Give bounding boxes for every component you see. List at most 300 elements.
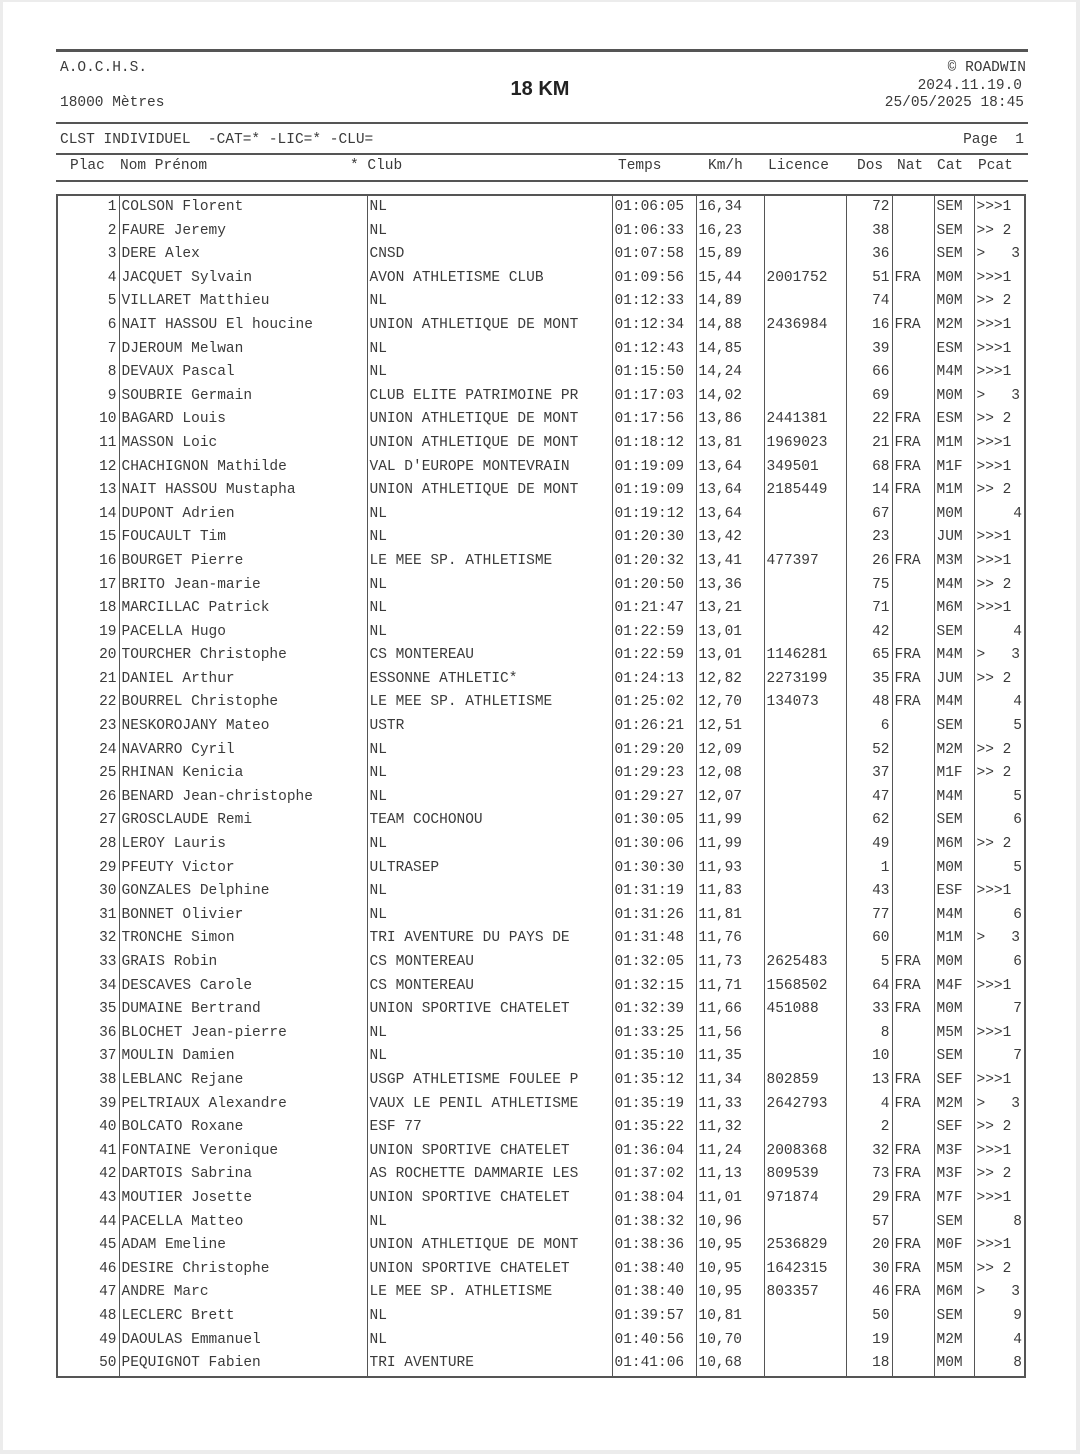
table-cell: 01:29:27 bbox=[612, 786, 696, 810]
table-cell: ESM bbox=[934, 408, 974, 432]
table-cell: DUPONT Adrien bbox=[119, 503, 367, 527]
table-cell: 15 bbox=[99, 529, 117, 546]
table-cell bbox=[892, 1045, 934, 1069]
table-cell: 8 bbox=[974, 1211, 1025, 1235]
table-cell: >> 2 bbox=[974, 1163, 1025, 1187]
table-cell bbox=[764, 1045, 846, 1069]
table-cell: 01:40:56 bbox=[612, 1329, 696, 1353]
table-cell bbox=[764, 904, 846, 928]
table-cell: FRA bbox=[892, 1163, 934, 1187]
table-cell: DESIRE Christophe bbox=[119, 1258, 367, 1282]
table-cell: 22 bbox=[99, 694, 117, 711]
table-cell: SEM bbox=[934, 809, 974, 833]
table-cell: 64 bbox=[846, 975, 892, 999]
table-cell: FRA bbox=[892, 408, 934, 432]
table-cell bbox=[764, 621, 846, 645]
table-cell: 01:33:25 bbox=[612, 1022, 696, 1046]
table-cell bbox=[764, 1305, 846, 1329]
table-cell: 01:25:02 bbox=[612, 691, 696, 715]
table-row bbox=[57, 1045, 1025, 1069]
table-cell bbox=[892, 1352, 934, 1377]
table-cell: 5 bbox=[107, 293, 117, 310]
table-cell: NL bbox=[367, 338, 612, 362]
table-cell: BOLCATO Roxane bbox=[119, 1116, 367, 1140]
table-row bbox=[57, 691, 1025, 715]
table-cell: GONZALES Delphine bbox=[119, 880, 367, 904]
table-cell: 46 bbox=[99, 1260, 117, 1277]
table-cell: >>>1 bbox=[974, 1187, 1025, 1211]
table-cell: NL bbox=[367, 739, 612, 763]
table-cell bbox=[892, 762, 934, 786]
table-cell: M1M bbox=[934, 432, 974, 456]
table-cell: 20 bbox=[846, 1234, 892, 1258]
columns-bottom-rule bbox=[56, 180, 1028, 182]
table-cell: 25 bbox=[99, 765, 117, 782]
table-row bbox=[57, 408, 1025, 432]
table-cell: FRA bbox=[892, 1258, 934, 1282]
table-cell: DEVAUX Pascal bbox=[119, 361, 367, 385]
table-row bbox=[57, 927, 1025, 951]
table-cell bbox=[764, 385, 846, 409]
table-cell: 47 bbox=[846, 786, 892, 810]
table-cell: 18 bbox=[846, 1352, 892, 1377]
table-cell: >> 2 bbox=[974, 739, 1025, 763]
table-cell: 4 bbox=[974, 621, 1025, 645]
table-row bbox=[57, 574, 1025, 598]
table-cell: 68 bbox=[846, 456, 892, 480]
table-cell: NESKOROJANY Mateo bbox=[119, 715, 367, 739]
table-cell: 349501 bbox=[764, 456, 846, 480]
table-cell: NL bbox=[367, 1045, 612, 1069]
table-cell: M0M bbox=[934, 1352, 974, 1377]
table-cell: NL bbox=[367, 904, 612, 928]
table-cell: 10,95 bbox=[696, 1234, 764, 1258]
table-cell: 803357 bbox=[764, 1281, 846, 1305]
table-cell: M0F bbox=[934, 1234, 974, 1258]
table-cell: 01:12:43 bbox=[612, 338, 696, 362]
table-cell bbox=[764, 762, 846, 786]
table-cell: 01:29:20 bbox=[612, 739, 696, 763]
col-dos: Dos bbox=[857, 158, 884, 174]
table-cell bbox=[764, 809, 846, 833]
table-cell: 10,95 bbox=[696, 1258, 764, 1282]
table-cell: UNION ATHLETIQUE DE MONT bbox=[367, 432, 612, 456]
table-cell: UNION SPORTIVE CHATELET bbox=[367, 1140, 612, 1164]
table-cell: FRA bbox=[892, 1140, 934, 1164]
table-cell: >>>1 bbox=[974, 1140, 1025, 1164]
table-row bbox=[57, 951, 1025, 975]
table-cell: UNION SPORTIVE CHATELET bbox=[367, 1258, 612, 1282]
col-temps: Temps bbox=[618, 158, 662, 174]
table-cell bbox=[892, 526, 934, 550]
table-cell bbox=[892, 833, 934, 857]
table-cell: 01:21:47 bbox=[612, 597, 696, 621]
table-cell bbox=[764, 220, 846, 244]
table-cell: 01:20:50 bbox=[612, 574, 696, 598]
table-cell: 01:06:33 bbox=[612, 220, 696, 244]
table-cell: JACQUET Sylvain bbox=[119, 267, 367, 291]
table-cell: CHACHIGNON Mathilde bbox=[119, 456, 367, 480]
table-row bbox=[57, 456, 1025, 480]
table-cell: 01:17:56 bbox=[612, 408, 696, 432]
table-cell: 01:26:21 bbox=[612, 715, 696, 739]
table-cell: NL bbox=[367, 526, 612, 550]
table-cell: FRA bbox=[892, 479, 934, 503]
table-cell: >>>1 bbox=[974, 361, 1025, 385]
table-cell: 32 bbox=[99, 930, 117, 947]
table-cell: 21 bbox=[99, 670, 117, 687]
table-cell: > 3 bbox=[974, 243, 1025, 267]
table-cell bbox=[764, 597, 846, 621]
table-cell bbox=[764, 361, 846, 385]
table-cell bbox=[892, 809, 934, 833]
table-cell: 01:32:05 bbox=[612, 951, 696, 975]
table-cell: 01:24:13 bbox=[612, 668, 696, 692]
table-cell bbox=[892, 574, 934, 598]
table-cell: 11,35 bbox=[696, 1045, 764, 1069]
table-cell: LECLERC Brett bbox=[119, 1305, 367, 1329]
table-cell: >> 2 bbox=[974, 1258, 1025, 1282]
table-cell: LE MEE SP. ATHLETISME bbox=[367, 1281, 612, 1305]
table-cell: 45 bbox=[99, 1237, 117, 1254]
table-row bbox=[57, 715, 1025, 739]
table-cell bbox=[764, 1352, 846, 1377]
table-row bbox=[57, 621, 1025, 645]
table-cell: M0M bbox=[934, 267, 974, 291]
table-cell: DARTOIS Sabrina bbox=[119, 1163, 367, 1187]
table-row bbox=[57, 833, 1025, 857]
table-cell: 01:19:09 bbox=[612, 456, 696, 480]
table-row bbox=[57, 1116, 1025, 1140]
table-row bbox=[57, 975, 1025, 999]
table-row bbox=[57, 786, 1025, 810]
table-cell: 12,82 bbox=[696, 668, 764, 692]
table-cell: NL bbox=[367, 503, 612, 527]
table-cell: 62 bbox=[846, 809, 892, 833]
table-row bbox=[57, 1163, 1025, 1187]
table-cell: M4M bbox=[934, 361, 974, 385]
table-cell: 35 bbox=[99, 1001, 117, 1018]
table-cell: 11,93 bbox=[696, 857, 764, 881]
table-row bbox=[57, 1093, 1025, 1117]
table-cell: 01:38:36 bbox=[612, 1234, 696, 1258]
table-cell: 01:35:10 bbox=[612, 1045, 696, 1069]
table-cell: 6 bbox=[974, 904, 1025, 928]
table-cell: 01:07:58 bbox=[612, 243, 696, 267]
table-cell: 01:12:33 bbox=[612, 290, 696, 314]
table-row bbox=[57, 243, 1025, 267]
table-cell: 1 bbox=[107, 199, 117, 215]
table-cell: 6 bbox=[846, 715, 892, 739]
table-cell: SEM bbox=[934, 715, 974, 739]
table-cell: M4M bbox=[934, 904, 974, 928]
table-cell: LEROY Lauris bbox=[119, 833, 367, 857]
table-cell: 01:32:39 bbox=[612, 998, 696, 1022]
table-cell: 11,83 bbox=[696, 880, 764, 904]
table-cell: UNION ATHLETIQUE DE MONT bbox=[367, 314, 612, 338]
table-cell: 52 bbox=[846, 739, 892, 763]
table-cell: 15,44 bbox=[696, 267, 764, 291]
table-cell: 5 bbox=[974, 786, 1025, 810]
table-cell: 60 bbox=[846, 927, 892, 951]
table-cell: 01:22:59 bbox=[612, 621, 696, 645]
table-cell: CS MONTEREAU bbox=[367, 644, 612, 668]
table-cell bbox=[764, 1211, 846, 1235]
table-cell: M1F bbox=[934, 456, 974, 480]
table-cell bbox=[892, 361, 934, 385]
table-cell: 71 bbox=[846, 597, 892, 621]
table-row bbox=[57, 1352, 1025, 1377]
table-cell: FRA bbox=[892, 1069, 934, 1093]
table-cell: 29 bbox=[99, 859, 117, 876]
table-row bbox=[57, 1281, 1025, 1305]
table-row bbox=[57, 1187, 1025, 1211]
table-cell: >>>1 bbox=[974, 880, 1025, 904]
table-cell: >> 2 bbox=[974, 220, 1025, 244]
table-cell: 7 bbox=[107, 340, 117, 357]
table-cell: >>>1 bbox=[974, 975, 1025, 999]
table-cell: 01:39:57 bbox=[612, 1305, 696, 1329]
race-title: 18 KM bbox=[510, 78, 570, 100]
table-row bbox=[57, 1022, 1025, 1046]
table-cell: BAGARD Louis bbox=[119, 408, 367, 432]
table-cell: 30 bbox=[846, 1258, 892, 1282]
table-cell: 17 bbox=[99, 576, 117, 593]
table-cell: 4 bbox=[846, 1093, 892, 1117]
table-cell bbox=[892, 195, 934, 220]
table-cell: 2625483 bbox=[764, 951, 846, 975]
table-cell: M1M bbox=[934, 927, 974, 951]
table-cell: 01:09:56 bbox=[612, 267, 696, 291]
table-cell: PEQUIGNOT Fabien bbox=[119, 1352, 367, 1377]
table-cell bbox=[892, 880, 934, 904]
table-cell: ESF bbox=[934, 880, 974, 904]
table-cell: BENARD Jean-christophe bbox=[119, 786, 367, 810]
table-cell: 7 bbox=[974, 1045, 1025, 1069]
table-cell: > 3 bbox=[974, 385, 1025, 409]
col-nom: Nom Prénom bbox=[120, 158, 208, 174]
table-cell: 32 bbox=[846, 1140, 892, 1164]
table-cell bbox=[892, 786, 934, 810]
table-row bbox=[57, 314, 1025, 338]
table-cell: SEM bbox=[934, 220, 974, 244]
table-row bbox=[57, 432, 1025, 456]
table-cell: NL bbox=[367, 574, 612, 598]
table-cell: 42 bbox=[846, 621, 892, 645]
table-cell: FRA bbox=[892, 550, 934, 574]
table-cell: 2436984 bbox=[764, 314, 846, 338]
table-cell: 10 bbox=[846, 1045, 892, 1069]
table-cell: 13,86 bbox=[696, 408, 764, 432]
table-cell: 27 bbox=[99, 812, 117, 829]
table-row bbox=[57, 550, 1025, 574]
table-cell: DUMAINE Bertrand bbox=[119, 998, 367, 1022]
table-cell: 2441381 bbox=[764, 408, 846, 432]
table-cell bbox=[892, 220, 934, 244]
table-cell: 16,34 bbox=[696, 195, 764, 220]
table-cell: 01:30:05 bbox=[612, 809, 696, 833]
table-cell: 49 bbox=[846, 833, 892, 857]
table-cell: 13 bbox=[846, 1069, 892, 1093]
table-cell bbox=[764, 243, 846, 267]
table-cell: USTR bbox=[367, 715, 612, 739]
table-cell: NL bbox=[367, 880, 612, 904]
table-cell: 11,99 bbox=[696, 833, 764, 857]
table-cell: 01:19:09 bbox=[612, 479, 696, 503]
table-cell: 16 bbox=[846, 314, 892, 338]
table-cell: > 3 bbox=[974, 1093, 1025, 1117]
table-cell bbox=[892, 1022, 934, 1046]
table-cell bbox=[764, 338, 846, 362]
table-cell: 16,23 bbox=[696, 220, 764, 244]
table-cell: 13,36 bbox=[696, 574, 764, 598]
table-cell: 37 bbox=[99, 1048, 117, 1065]
col-plac: Plac bbox=[70, 158, 105, 174]
table-cell: 11,66 bbox=[696, 998, 764, 1022]
table-cell: SEM bbox=[934, 1045, 974, 1069]
table-cell: M4M bbox=[934, 574, 974, 598]
table-cell: 4 bbox=[974, 1329, 1025, 1353]
table-cell: 11,01 bbox=[696, 1187, 764, 1211]
table-cell: FRA bbox=[892, 1093, 934, 1117]
table-cell: VILLARET Matthieu bbox=[119, 290, 367, 314]
table-cell: >>>1 bbox=[974, 314, 1025, 338]
table-cell: M0M bbox=[934, 998, 974, 1022]
table-cell: 6 bbox=[974, 809, 1025, 833]
table-row bbox=[57, 361, 1025, 385]
table-cell: M1M bbox=[934, 479, 974, 503]
table-row bbox=[57, 1234, 1025, 1258]
table-cell: 2001752 bbox=[764, 267, 846, 291]
table-cell: DANIEL Arthur bbox=[119, 668, 367, 692]
table-cell: 01:41:06 bbox=[612, 1352, 696, 1377]
table-cell: 40 bbox=[99, 1119, 117, 1136]
table-cell: 01:38:04 bbox=[612, 1187, 696, 1211]
table-cell: >>>1 bbox=[974, 597, 1025, 621]
table-cell: 11,32 bbox=[696, 1116, 764, 1140]
col-cat: Cat bbox=[937, 158, 964, 174]
table-cell: 14,24 bbox=[696, 361, 764, 385]
table-cell: 16 bbox=[99, 552, 117, 569]
table-cell: 01:29:23 bbox=[612, 762, 696, 786]
table-cell: ADAM Emeline bbox=[119, 1234, 367, 1258]
table-cell: 1568502 bbox=[764, 975, 846, 999]
table-cell: M5M bbox=[934, 1258, 974, 1282]
table-cell: TRONCHE Simon bbox=[119, 927, 367, 951]
table-cell: 77 bbox=[846, 904, 892, 928]
table-cell: >>>1 bbox=[974, 195, 1025, 220]
table-cell: 01:19:12 bbox=[612, 503, 696, 527]
table-cell: 18 bbox=[99, 600, 117, 617]
table-cell: 01:38:40 bbox=[612, 1281, 696, 1305]
col-nat: Nat bbox=[897, 158, 924, 174]
table-cell: 12,09 bbox=[696, 739, 764, 763]
table-cell: FRA bbox=[892, 668, 934, 692]
table-cell: > 3 bbox=[974, 644, 1025, 668]
table-cell: 24 bbox=[99, 741, 117, 758]
table-cell: NL bbox=[367, 361, 612, 385]
table-cell: M5M bbox=[934, 1022, 974, 1046]
table-cell: 01:31:19 bbox=[612, 880, 696, 904]
table-cell: 48 bbox=[99, 1307, 117, 1324]
table-cell: M3F bbox=[934, 1163, 974, 1187]
table-cell: SEM bbox=[934, 243, 974, 267]
table-cell: 01:37:02 bbox=[612, 1163, 696, 1187]
version: 2024.11.19.0 bbox=[917, 78, 1022, 94]
table-cell: 35 bbox=[846, 668, 892, 692]
table-cell: 20 bbox=[99, 647, 117, 664]
table-cell: FOUCAULT Tim bbox=[119, 526, 367, 550]
table-cell: NL bbox=[367, 621, 612, 645]
table-cell: UNION SPORTIVE CHATELET bbox=[367, 1187, 612, 1211]
table-row bbox=[57, 1329, 1025, 1353]
page-number: Page 1 bbox=[963, 132, 1024, 148]
table-cell: 5 bbox=[974, 857, 1025, 881]
table-cell: 01:18:12 bbox=[612, 432, 696, 456]
table-cell: 36 bbox=[846, 243, 892, 267]
table-cell: M3F bbox=[934, 1140, 974, 1164]
col-club: * Club bbox=[350, 158, 403, 174]
table-cell bbox=[892, 621, 934, 645]
table-cell: 01:12:34 bbox=[612, 314, 696, 338]
results-table bbox=[56, 194, 1026, 1378]
table-cell: 11,34 bbox=[696, 1069, 764, 1093]
table-cell: >> 2 bbox=[974, 574, 1025, 598]
table-cell: M6M bbox=[934, 1281, 974, 1305]
table-cell: >>>1 bbox=[974, 432, 1025, 456]
table-cell: 10,81 bbox=[696, 1305, 764, 1329]
table-cell: NL bbox=[367, 195, 612, 220]
table-cell: 11,13 bbox=[696, 1163, 764, 1187]
table-cell: 2 bbox=[107, 222, 117, 239]
table-cell: NL bbox=[367, 1305, 612, 1329]
table-cell: M4F bbox=[934, 975, 974, 999]
table-cell: 8 bbox=[107, 364, 117, 381]
table-cell: 72 bbox=[846, 195, 892, 220]
table-cell: 22 bbox=[846, 408, 892, 432]
table-cell: 11,24 bbox=[696, 1140, 764, 1164]
table-cell: 01:31:26 bbox=[612, 904, 696, 928]
table-cell: 23 bbox=[846, 526, 892, 550]
table-cell: 01:35:19 bbox=[612, 1093, 696, 1117]
table-cell: 13,01 bbox=[696, 644, 764, 668]
table-cell: 26 bbox=[846, 550, 892, 574]
table-cell: 4 bbox=[107, 269, 117, 286]
table-cell: UNION ATHLETIQUE DE MONT bbox=[367, 408, 612, 432]
table-row bbox=[57, 762, 1025, 786]
table-cell: PFEUTY Victor bbox=[119, 857, 367, 881]
table-cell: 01:06:05 bbox=[612, 195, 696, 220]
table-cell: 14,02 bbox=[696, 385, 764, 409]
table-cell: AVON ATHLETISME CLUB bbox=[367, 267, 612, 291]
table-cell: 1 bbox=[846, 857, 892, 881]
table-cell: PACELLA Matteo bbox=[119, 1211, 367, 1235]
table-cell: 2185449 bbox=[764, 479, 846, 503]
table-cell: 74 bbox=[846, 290, 892, 314]
table-cell: 1969023 bbox=[764, 432, 846, 456]
table-cell: PACELLA Hugo bbox=[119, 621, 367, 645]
table-cell: 01:35:22 bbox=[612, 1116, 696, 1140]
table-cell: 7 bbox=[974, 998, 1025, 1022]
table-cell bbox=[892, 927, 934, 951]
table-cell: 802859 bbox=[764, 1069, 846, 1093]
table-cell: >>>1 bbox=[974, 526, 1025, 550]
table-cell: PELTRIAUX Alexandre bbox=[119, 1093, 367, 1117]
table-cell: 11,56 bbox=[696, 1022, 764, 1046]
table-cell: AS ROCHETTE DAMMARIE LES bbox=[367, 1163, 612, 1187]
table-cell: 13,01 bbox=[696, 621, 764, 645]
table-cell: DERE Alex bbox=[119, 243, 367, 267]
